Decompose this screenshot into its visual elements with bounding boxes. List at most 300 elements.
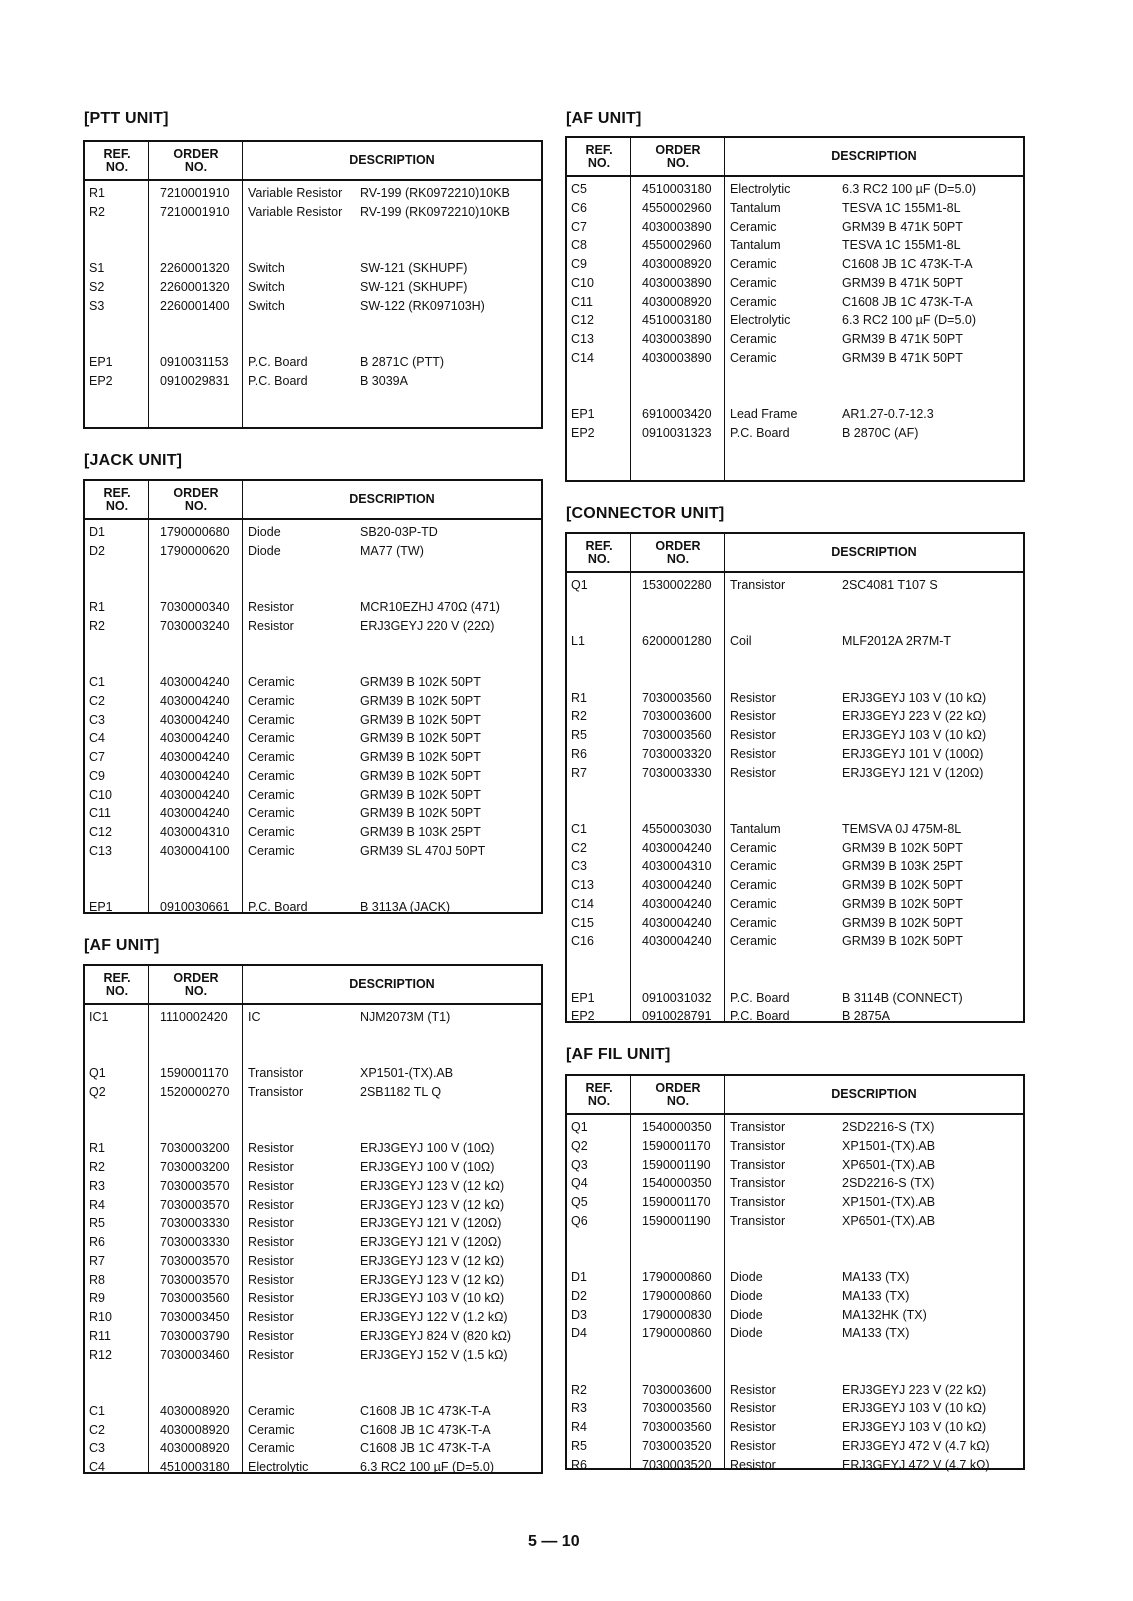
table-row [85,1252,541,1271]
order-no: 4030008920 [160,1403,230,1418]
ref-no: C3 [571,859,587,874]
part-number: ERJ3GEYJ 100 V (10Ω) [360,1141,495,1156]
table-row [567,1268,1023,1287]
order-no: 4030004240 [160,806,230,821]
table-row [567,820,1023,839]
blank-row [567,614,1023,633]
part-type: Resistor [248,1310,294,1324]
part-type: Resistor [248,1291,294,1306]
header-order-no: ORDER NO. [655,142,701,170]
blank-row [567,801,1023,820]
table-row [567,689,1023,708]
table-row [567,726,1023,745]
order-no: 4030003890 [642,332,712,346]
blank-row [567,651,1023,670]
part-type: Ceramic [248,693,295,708]
blank-row [567,1343,1023,1362]
ref-no: C5 [571,182,587,196]
table-row [85,542,541,561]
ref-no: C6 [571,200,587,215]
table-row [567,1399,1023,1418]
part-type: Resistor [248,618,294,633]
order-no: 1790000860 [642,1326,712,1341]
part-type: Transistor [730,1213,786,1228]
order-no: 1540000350 [642,1120,712,1134]
part-number: GRM39 B 102K 50PT [842,840,963,855]
table-row [85,1327,541,1346]
ref-no: R4 [571,1420,587,1434]
ref-no: R1 [571,690,587,705]
ref-no: EP1 [89,354,113,369]
part-number: B 3039A [360,373,408,388]
table-body [567,1115,1023,1474]
part-number: 6.3 RC2 100 µF (D=5.0) [842,313,976,328]
part-type: Transistor [730,1176,786,1191]
part-type: Resistor [248,1253,294,1268]
table-row [567,1287,1023,1306]
table-row [85,1271,541,1290]
blank-row [85,240,541,259]
part-number: GRM39 B 103K 25PT [360,825,481,839]
table-row [85,1346,541,1365]
part-number: ERJ3GEYJ 121 V (120Ω) [842,765,984,780]
blank-row [567,1231,1023,1250]
header-description: DESCRIPTION [349,977,435,991]
table-row [85,259,541,278]
part-number: 6.3 RC2 100 µF (D=5.0) [842,182,976,196]
table-row [85,353,541,372]
ref-no: R12 [89,1347,112,1362]
table-row [85,729,541,748]
ref-no: R2 [571,1382,587,1397]
part-type: Ceramic [248,806,295,821]
table-row [85,184,541,203]
ref-no: R8 [89,1272,105,1287]
part-type: Variable Resistor [248,186,343,200]
ref-no: R7 [89,1253,105,1268]
part-type: Ceramic [730,294,777,309]
table-row [85,203,541,222]
order-no: 0910031153 [160,354,229,369]
order-no: 7030003330 [160,1216,230,1231]
part-type: Coil [730,634,752,649]
table-row [567,1381,1023,1400]
part-number: 2SD2216-S (TX) [842,1176,935,1191]
part-type: Resistor [248,1197,294,1212]
part-number: ERJ3GEYJ 220 V (22Ω) [360,618,495,633]
table-row [567,236,1023,255]
ref-no: D3 [571,1307,587,1322]
ref-no: D4 [571,1326,587,1341]
table-row [85,1308,541,1327]
order-no: 4030004240 [160,768,230,783]
order-no: 1530002280 [642,578,712,592]
table-row [85,1439,541,1458]
blank-row [85,579,541,598]
table-row [567,932,1023,951]
header-description: DESCRIPTION [831,1087,917,1101]
part-number: GRM39 B 102K 50PT [842,878,963,892]
order-no: 4030003890 [642,275,712,290]
table-row [85,1008,541,1027]
ref-no: C7 [89,750,105,764]
part-number: ERJ3GEYJ 122 V (1.2 kΩ) [360,1310,508,1324]
header-description: DESCRIPTION [349,492,435,506]
part-number: B 3114B (CONNECT) [842,990,963,1005]
part-number: ERJ3GEYJ 103 V (10 kΩ) [842,728,987,742]
part-number: GRM39 B 103K 25PT [842,859,963,874]
part-type: Resistor [248,1272,294,1287]
part-number: ERJ3GEYJ 121 V (120Ω) [360,1235,502,1249]
part-type: Ceramic [730,350,777,365]
part-number: GRM39 B 102K 50PT [360,750,481,764]
blank-row [85,1364,541,1383]
table-row [85,711,541,730]
part-number: RV-199 (RK0972210)10KB [360,186,510,200]
order-no: 7210001910 [160,186,230,200]
part-type: Ceramic [730,840,777,855]
part-number: ERJ3GEYJ 152 V (1.5 kΩ) [360,1347,508,1362]
part-number: MA133 (TX) [842,1288,910,1303]
blank-row [85,1383,541,1402]
table-row [85,1064,541,1083]
ref-no: C1 [89,1403,105,1418]
order-no: 7030003450 [160,1310,230,1324]
blank-row [85,334,541,353]
blank-row [85,654,541,673]
part-type: P.C. Board [248,900,308,914]
order-no: 0910030661 [160,900,230,914]
part-type: Resistor [248,1178,294,1193]
part-number: C1608 JB 1C 473K-T-A [360,1441,491,1456]
part-number: GRM39 B 102K 50PT [360,806,481,821]
order-no: 4550002960 [642,238,712,253]
part-type: P.C. Board [248,373,308,388]
order-no: 7030003560 [642,690,712,705]
table-row [567,1418,1023,1437]
part-number: MA132HK (TX) [842,1307,927,1322]
header-description: DESCRIPTION [831,545,917,559]
part-type: Ceramic [248,1441,295,1456]
ptt-unit-table [83,140,543,429]
part-number: 2SB1182 TL Q [360,1085,442,1099]
ref-no: C13 [571,878,594,892]
part-type: Tantalum [730,821,781,836]
part-type: Ceramic [730,219,777,234]
ref-no: Q5 [571,1195,588,1209]
part-number: ERJ3GEYJ 103 V (10 kΩ) [360,1291,505,1306]
order-no: 4030004240 [642,878,712,892]
part-type: Lead Frame [730,407,798,421]
ref-no: C12 [89,825,112,839]
table-row [567,1456,1023,1475]
part-number: GRM39 B 471K 50PT [842,332,963,346]
part-type: IC [248,1010,261,1024]
table-row [85,1233,541,1252]
ref-no: D2 [89,543,105,558]
part-number: GRM39 SL 470J 50PT [360,843,486,858]
section-title-af-unit-left: [AF UNIT] [84,937,160,954]
table-row [567,311,1023,330]
part-number: ERJ3GEYJ 123 V (12 kΩ) [360,1272,505,1287]
ref-no: C1 [89,675,105,689]
ref-no: R6 [571,1457,587,1472]
part-type: Ceramic [730,915,777,930]
order-no: 4030004100 [160,843,230,858]
order-no: 1590001190 [642,1157,711,1172]
part-number: AR1.27-0.7-12.3 [842,407,934,421]
ref-no: S2 [89,279,105,294]
part-number: GRM39 B 102K 50PT [360,693,481,708]
order-no: 4030004240 [642,934,712,949]
part-number: XP1501-(TX).AB [842,1138,936,1153]
part-type: Resistor [248,1216,294,1231]
blank-row [85,561,541,580]
ref-no: EP2 [89,373,113,388]
ref-no: C3 [89,1441,105,1456]
ref-no: C4 [89,731,105,746]
table-row [567,199,1023,218]
ref-no: R2 [89,204,105,219]
blank-row [85,861,541,880]
blank-row [567,1362,1023,1381]
table-header [85,142,541,181]
header-order-no: ORDER NO. [655,538,701,566]
part-type: Ceramic [248,1403,295,1418]
part-type: Ceramic [248,787,295,802]
table-body [567,573,1023,1026]
table-header [85,481,541,520]
table-row [567,1324,1023,1343]
part-number: GRM39 B 102K 50PT [360,787,481,802]
table-row [567,1156,1023,1175]
part-number: XP6501-(TX).AB [842,1213,936,1228]
blank-row [567,951,1023,970]
order-no: 4030004240 [160,750,230,764]
order-no: 7030003520 [642,1457,712,1472]
part-number: B 2871C (PTT) [360,354,445,369]
table-body [85,1005,541,1477]
table-row [85,823,541,842]
part-type: Switch [248,298,285,313]
part-type: Diode [248,525,281,539]
order-no: 4030004240 [160,675,230,689]
part-type: Tantalum [730,238,781,253]
ref-no: C7 [571,219,587,234]
order-no: 1540000350 [642,1176,712,1191]
table-row [567,1174,1023,1193]
table-row [567,349,1023,368]
part-number: GRM39 B 102K 50PT [842,915,963,930]
table-body [567,177,1023,443]
header-ref-no: REF. NO. [103,485,131,513]
order-no: 7030003560 [642,1401,712,1416]
blank-row [567,368,1023,387]
part-type: Ceramic [730,934,777,949]
table-body [85,181,541,390]
section-title-af-fil-unit: [AF FIL UNIT] [566,1046,671,1063]
table-row [567,745,1023,764]
blank-row [567,782,1023,801]
ref-no: R10 [89,1310,112,1324]
table-header [567,534,1023,573]
order-no: 4550003030 [642,821,712,836]
table-row [567,989,1023,1008]
ref-no: C9 [89,768,105,783]
ref-no: R2 [89,1160,105,1174]
ref-no: EP2 [571,425,595,440]
section-title-jack-unit: [JACK UNIT] [84,452,183,469]
header-ref-no: REF. NO. [103,146,131,174]
part-number: SB20-03P-TD [360,525,438,539]
part-type: Resistor [248,1328,294,1343]
order-no: 2260001320 [160,279,230,294]
order-no: 1110002420 [160,1010,228,1024]
table-row [85,523,541,542]
table-row [567,218,1023,237]
order-no: 4030004310 [160,825,230,839]
ref-no: C11 [89,806,112,821]
part-type: Diode [730,1288,763,1303]
part-type: Ceramic [730,332,777,346]
ref-no: Q4 [571,1176,588,1191]
order-no: 4030004310 [642,859,712,874]
table-row [85,1402,541,1421]
ref-no: R4 [89,1197,105,1212]
ref-no: D2 [571,1288,587,1303]
part-type: Diode [730,1270,763,1284]
part-type: Ceramic [248,825,295,839]
order-no: 4030003890 [642,350,712,365]
blank-row [567,386,1023,405]
order-no: 7030003570 [160,1178,230,1193]
af-fil-unit-table [565,1074,1025,1470]
part-number: ERJ3GEYJ 472 V (4.7 kΩ) [842,1457,990,1472]
ref-no: Q1 [571,1120,588,1134]
part-number: XP1501-(TX).AB [360,1066,454,1081]
table-row [567,895,1023,914]
order-no: 7030003570 [160,1272,230,1287]
part-number: B 3113A (JACK) [360,900,451,914]
part-number: C1608 JB 1C 473K-T-A [360,1422,491,1437]
ref-no: Q2 [571,1138,588,1153]
part-type: Electrolytic [248,1460,309,1474]
table-row [85,1214,541,1233]
table-row [85,297,541,316]
order-no: 4510003180 [160,1460,230,1474]
order-no: 7030003330 [642,765,712,780]
order-no: 0910029831 [160,373,230,388]
part-number: ERJ3GEYJ 100 V (10Ω) [360,1160,495,1174]
order-no: 7030003200 [160,1141,230,1156]
part-type: Ceramic [248,675,295,689]
order-no: 7030003200 [160,1160,230,1174]
ref-no: C3 [89,712,105,727]
part-type: P.C. Board [730,990,790,1005]
ref-no: C13 [571,332,594,346]
header-order-no: ORDER NO. [173,146,219,174]
table-row [85,767,541,786]
part-number: TESVA 1C 155M1-8L [842,200,961,215]
ref-no: Q2 [89,1085,106,1099]
part-type: Diode [248,543,281,558]
ref-no: L1 [571,634,585,649]
ref-no: C2 [89,1422,105,1437]
part-type: Resistor [248,600,294,614]
table-row [567,1007,1023,1026]
part-number: MLF2012A 2R7M-T [842,634,952,649]
order-no: 1790000860 [642,1270,712,1284]
part-type: Ceramic [248,731,295,746]
section-title-ptt-unit: [PTT UNIT] [84,110,169,127]
part-type: Resistor [730,1420,776,1434]
part-type: Diode [730,1307,763,1322]
order-no: 7030003560 [642,1420,712,1434]
order-no: 7030003600 [642,709,712,724]
part-type: Resistor [730,1401,776,1416]
blank-row [85,1102,541,1121]
ref-no: R11 [89,1328,112,1343]
order-no: 1790000860 [642,1288,712,1303]
part-number: MA77 (TW) [360,543,424,558]
part-number: ERJ3GEYJ 103 V (10 kΩ) [842,1420,987,1434]
ref-no: C2 [89,693,105,708]
blank-row [567,970,1023,989]
order-no: 4510003180 [642,182,712,196]
ref-no: R1 [89,186,105,200]
order-no: 1790000830 [642,1307,712,1322]
order-no: 2260001400 [160,298,230,313]
header-order-no: ORDER NO. [173,485,219,513]
part-type: Resistor [730,728,776,742]
part-type: Transistor [730,1195,786,1209]
part-number: ERJ3GEYJ 472 V (4.7 kΩ) [842,1438,990,1453]
part-type: P.C. Board [730,425,790,440]
part-type: Ceramic [248,768,295,783]
part-type: Transistor [730,1138,786,1153]
order-no: 7030003790 [160,1328,230,1343]
ref-no: EP1 [571,407,595,421]
af-unit-right-table [565,136,1025,482]
order-no: 4030003890 [642,219,712,234]
blank-row [85,879,541,898]
blank-row [567,670,1023,689]
table-row [567,405,1023,424]
part-type: Transistor [730,1157,786,1172]
order-no: 1590001170 [642,1138,711,1153]
blank-row [85,315,541,334]
part-type: Switch [248,261,285,275]
order-no: 4550002960 [642,200,712,215]
order-no: 4030004240 [642,896,712,911]
ref-no: Q1 [571,578,588,592]
blank-row [85,636,541,655]
table-row [85,1289,541,1308]
table-row [85,1139,541,1158]
table-header [85,966,541,1005]
table-row [567,424,1023,443]
section-title-connector-unit: [CONNECTOR UNIT] [566,505,725,522]
part-type: Ceramic [730,275,777,290]
header-description: DESCRIPTION [349,153,435,167]
part-number: ERJ3GEYJ 103 V (10 kΩ) [842,690,987,705]
ref-no: R5 [89,1216,105,1231]
blank-row [85,1046,541,1065]
part-type: P.C. Board [248,354,308,369]
header-ref-no: REF. NO. [585,538,613,566]
part-number: B 2870C (AF) [842,425,919,440]
ref-no: C2 [571,840,587,855]
